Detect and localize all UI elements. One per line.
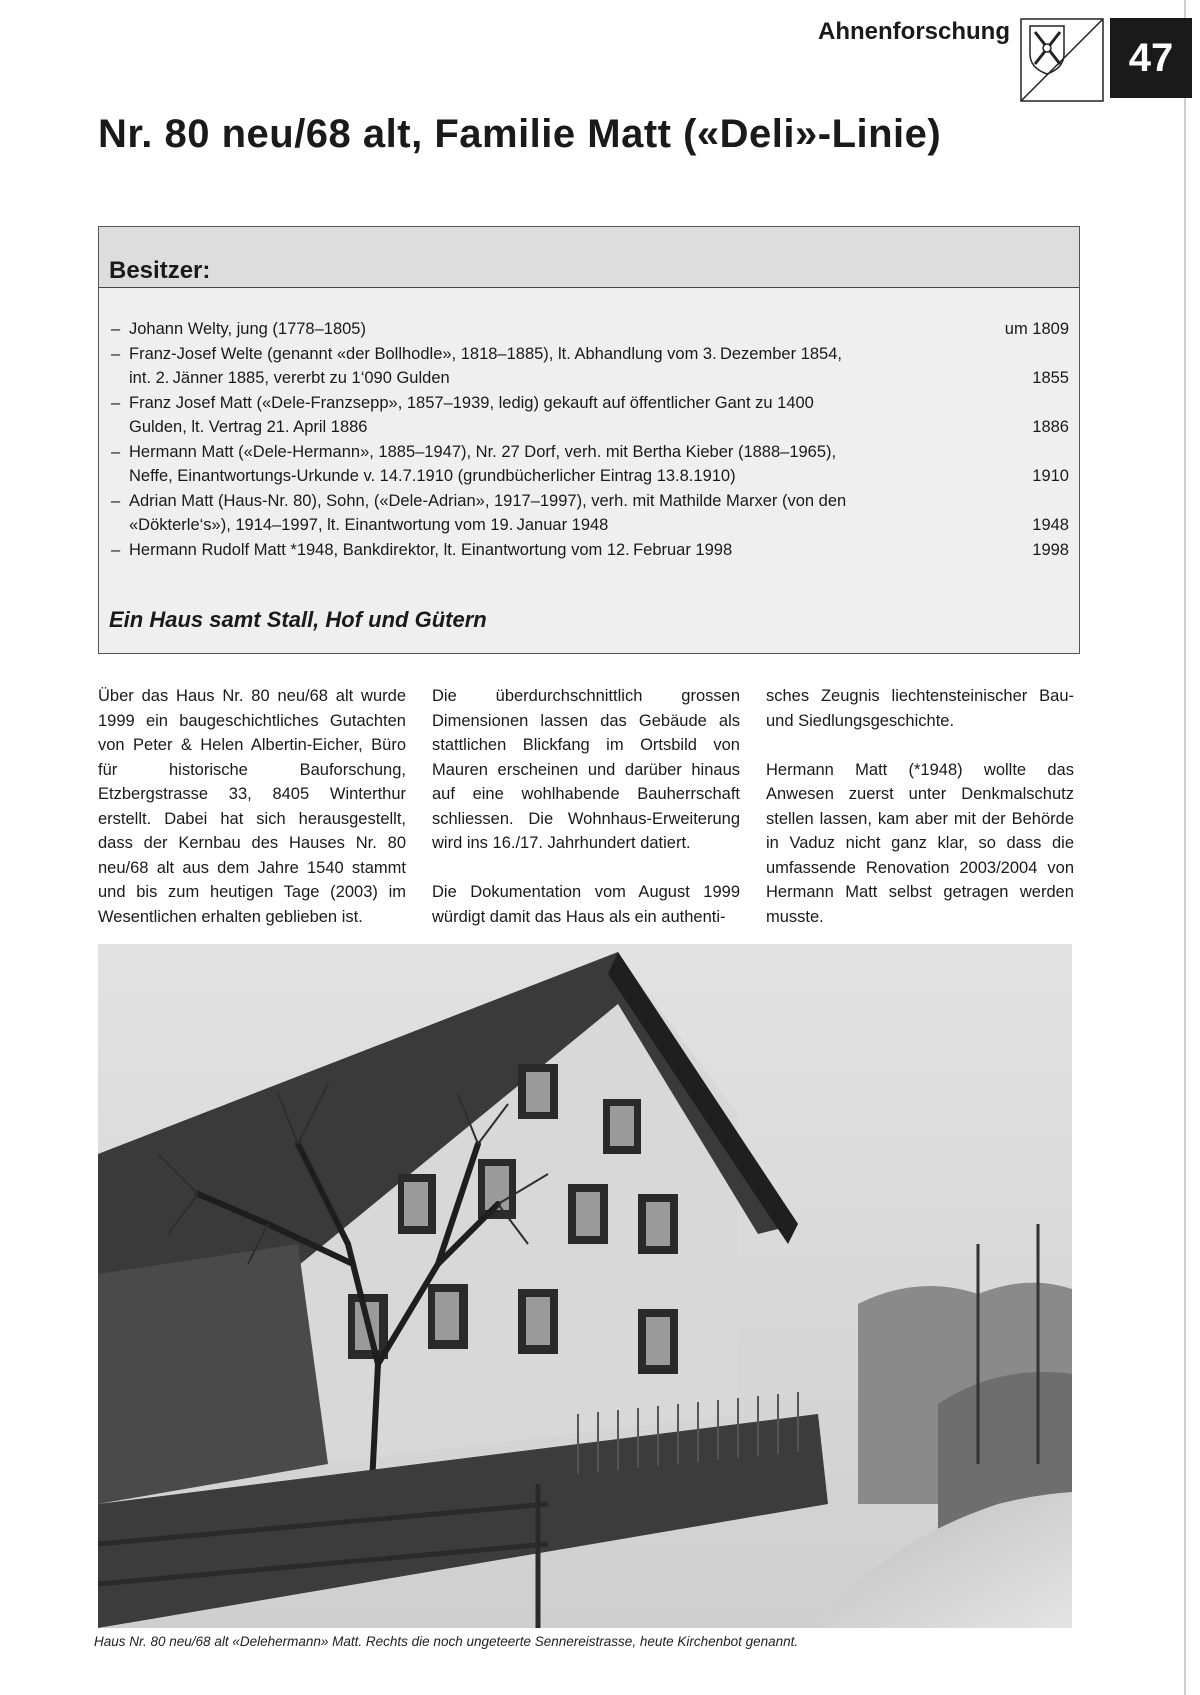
section-label: Ahnenforschung [818,18,1010,45]
house-photo-illustration [98,944,1072,1628]
owners-list [111,317,1071,562]
owners-subtitle: Ein Haus samt Stall, Hof und Gütern [109,607,487,632]
owner-text: Hermann Rudolf Matt *1948, Bankdirektor, lt. Einantwortung vom 12. Februar 1998 [129,540,733,559]
owner-year: 1948 [1032,516,1069,534]
page-edge-line [1184,0,1186,1695]
owner-item: – Hermann Rudolf Matt *1948, Bankdirektor, lt. Einantwortung vom 12. Februar 1998 1998 [111,538,1071,563]
body-column-3 [766,684,1074,954]
page-number: 47 [1110,18,1192,98]
owner-item: – Johann Welty, jung (1778–1805) um 1809 [111,317,1071,342]
body-paragraph: Hermann Matt (*1948) wollte das Anwesen zuerst unter Denkmalschutz stellen lassen, kam aber mit der Behörde in Vaduz nicht ganz klar, so dass die umfassende Renovation 2003/2004 von Hermann Matt selbst getragen werden musste. [766,760,1074,926]
coat-of-arms-icon [1020,18,1104,102]
owner-item: – Franz-Josef Welte (genannt «der Bollhodle», 1818–1885), lt. Abhandlung vom 3. Dezember 1854, int. 2. Jänner 1885, vererbt zu 1‘090 Gulden 1855 [111,342,1071,391]
owner-year: 1886 [1032,418,1069,436]
owner-text: Adrian Matt (Haus-Nr. 80), Sohn, («Dele-Adrian», 1917–1997), verh. mit Mathilde Marxer (von den «Dökterle‘s»), 1914–1997, lt. Einantwortung vom 19. Januar 1948 [129,491,847,534]
owner-year: 1998 [1032,540,1069,559]
owners-box [98,226,1080,654]
owner-text: Johann Welty, jung (1778–1805) [129,320,366,338]
owners-header [99,227,1079,288]
body-paragraph: Die Dokumentation vom August 1999 würdigt damit das Haus als ein authenti- [432,883,740,926]
owner-text: Franz Josef Matt («Dele-Franzsepp», 1857–1939, ledig) gekauft auf öffentlicher Gant zu 1400 Gulden, lt. Vertrag 21. April 1886 [129,393,814,436]
owner-item: – Franz Josef Matt («Dele-Franzsepp», 1857–1939, ledig) gekauft auf öffentlicher Gant zu 1400 Gulden, lt. Vertrag 21. April 1886 1886 [111,391,1071,440]
body-column-1 [98,684,406,954]
house-photo [98,944,1072,1628]
owner-text: Hermann Matt («Dele-Hermann», 1885–1947), Nr. 27 Dorf, verh. mit Bertha Kieber (1888–1965), Neffe, Einantwortungs-Urkunde v. 14.7.1910 (grundbücherlicher Eintrag 13.8.1910) [129,442,837,485]
owner-item: – Hermann Matt («Dele-Hermann», 1885–1947), Nr. 27 Dorf, verh. mit Bertha Kieber (1888–1965), Neffe, Einantwortungs-Urkunde v. 14.7.1910 (grundbücherlicher Eintrag 13.8.1910) 1910 [111,440,1071,489]
owner-year: 1855 [1032,369,1069,387]
owner-item: – Adrian Matt (Haus-Nr. 80), Sohn, («Dele-Adrian», 1917–1997), verh. mit Mathilde Marxer (von den «Dökterle‘s»), 1914–1997, lt. Einantwortung vom 19. Januar 1948 1948 [111,489,1071,538]
body-paragraph: Über das Haus Nr. 80 neu/68 alt wurde 1999 ein baugeschichtliches Gutachten von Peter & Helen Albertin-Eicher, Büro für historische Bauforschung, Etzbergstrasse 33, 8405 Winterthur erstellt. Dabei hat sich herausgestellt, dass der Kernbau des Hauses Nr. 80 neu/68 alt aus dem Jahre 1540 stammt und bis zum heutigen Tage (2003) im Wesentlichen erhalten geblieben ist. [98,687,406,926]
page-title: Nr. 80 neu/68 alt, Familie Matt («Deli»-Linie) [98,112,942,156]
owner-year: um 1809 [1004,320,1069,338]
owner-year: 1910 [1032,467,1069,485]
body-paragraph: sches Zeugnis liechtensteinischer Bau- und Siedlungsgeschichte. [766,687,1074,730]
owners-heading: Besitzer: [109,257,211,284]
owner-text: Franz-Josef Welte (genannt «der Bollhodle», 1818–1885), lt. Abhandlung vom 3. Dezember 1854, int. 2. Jänner 1885, vererbt zu 1‘090 Gulden [129,344,842,387]
photo-caption: Haus Nr. 80 neu/68 alt «Delehermann» Matt. Rechts die noch ungeteerte Sennereistrasse, heute Kirchenbot genannt. [94,1634,799,1649]
body-paragraph: Die überdurchschnittlich grossen Dimensionen lassen das Gebäude als stattlichen Blickfang im Ortsbild von Mauren erscheinen und darüber hinaus auf eine wohlhabende Bauherrschaft schliessen. Die Wohnhaus-Erweiterung wird ins 16./17. Jahrhundert datiert. [432,687,740,852]
body-column-2 [432,684,740,954]
